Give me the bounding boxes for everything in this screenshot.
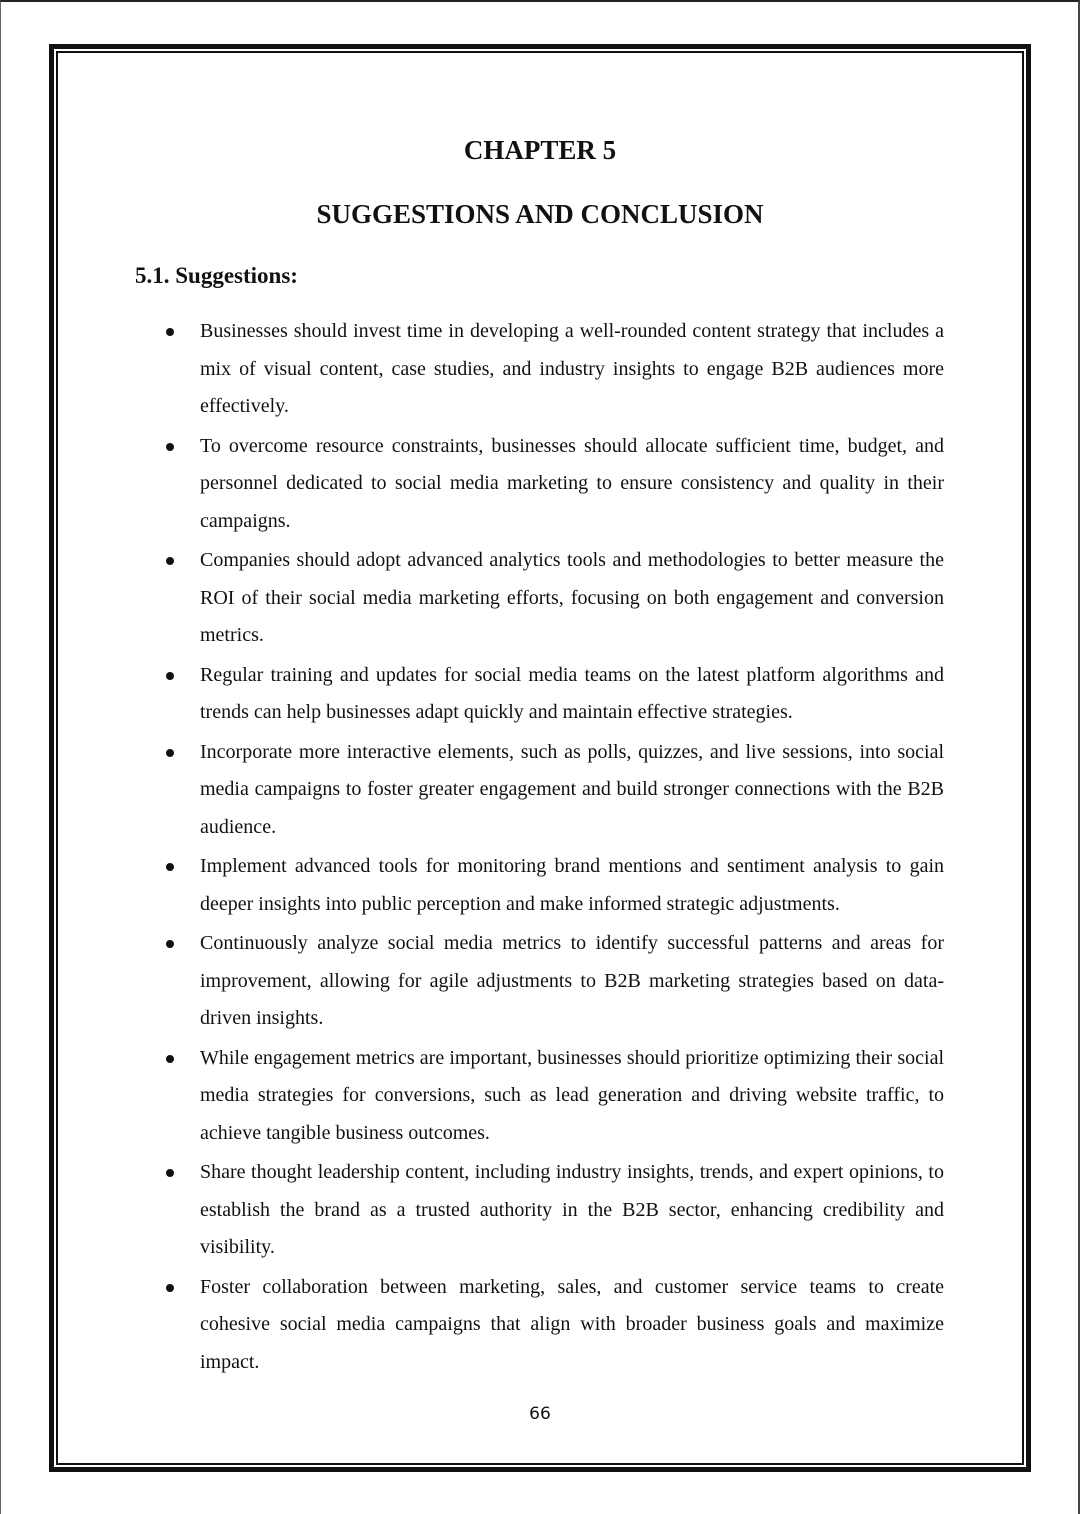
list-item xyxy=(0,1269,1080,1382)
bullet-icon xyxy=(166,1055,174,1063)
suggestion-text: Businesses should invest time in developing a well-rounded content strategy that includes a mix of visual content, case studies, and industry insights to engage B2B audiences more effectively. xyxy=(200,320,944,417)
bullet-icon xyxy=(166,863,174,871)
chapter-subtitle: SUGGESTIONS AND CONCLUSION xyxy=(316,199,764,229)
suggestion-text: Companies should adopt advanced analytics tools and methodologies to better measure the ROI of their social media marketing efforts, focusing on both engagement and conversion metrics. xyxy=(200,549,944,646)
bullet-icon xyxy=(166,672,174,680)
list-item xyxy=(0,428,1080,541)
list-item xyxy=(0,925,1080,1038)
bullet-icon xyxy=(166,940,174,948)
suggestion-text: To overcome resource constraints, businesses should allocate sufficient time, budget, and personnel dedicated to social media marketing to ensure consistency and quality in their campaigns. xyxy=(200,434,944,532)
bullet-icon xyxy=(166,328,174,336)
list-item xyxy=(0,734,1080,847)
list-item xyxy=(0,313,1080,426)
bullet-icon xyxy=(166,749,174,757)
suggestion-text: Implement advanced tools for monitoring brand mentions and sentiment analysis to gain deeper insights into public perception and make informed strategic adjustments. xyxy=(200,855,944,915)
suggestion-text: Share thought leadership content, including industry insights, trends, and expert opinions, to establish the brand as a trusted authority in the B2B sector, enhancing credibility and visibility. xyxy=(200,1161,944,1258)
list-item xyxy=(0,1154,1080,1267)
list-item xyxy=(0,542,1080,655)
bullet-icon xyxy=(166,443,174,451)
suggestion-text: Regular training and updates for social media teams on the latest platform algorithms and trends can help businesses adapt quickly and maintain effective strategies. xyxy=(200,663,944,723)
list-item xyxy=(0,1040,1080,1153)
suggestion-text: While engagement metrics are important, businesses should prioritize optimizing their social media strategies for conversions, such as lead generation and driving website traffic, to achieve tangible business outcomes. xyxy=(200,1046,944,1144)
bullet-icon xyxy=(166,557,174,565)
list-item xyxy=(0,848,1080,923)
list-item xyxy=(0,657,1080,732)
suggestions-list xyxy=(0,313,1080,1383)
chapter-title: CHAPTER 5 xyxy=(463,135,617,165)
page-number: 66 xyxy=(529,1404,551,1424)
bullet-icon xyxy=(166,1169,174,1177)
section-heading: 5.1. Suggestions: xyxy=(135,263,298,288)
suggestion-text: Foster collaboration between marketing, sales, and customer service teams to create cohesive social media campaigns that align with broader business goals and maximize impact. xyxy=(200,1275,944,1373)
bullet-icon xyxy=(166,1284,174,1292)
suggestion-text: Incorporate more interactive elements, such as polls, quizzes, and live sessions, into social media campaigns to foster greater engagement and build stronger connections with the B2B audience. xyxy=(200,740,944,838)
suggestion-text: Continuously analyze social media metrics to identify successful patterns and areas for improvement, allowing for agile adjustments to B2B marketing strategies based on data-driven insights. xyxy=(200,932,944,1029)
